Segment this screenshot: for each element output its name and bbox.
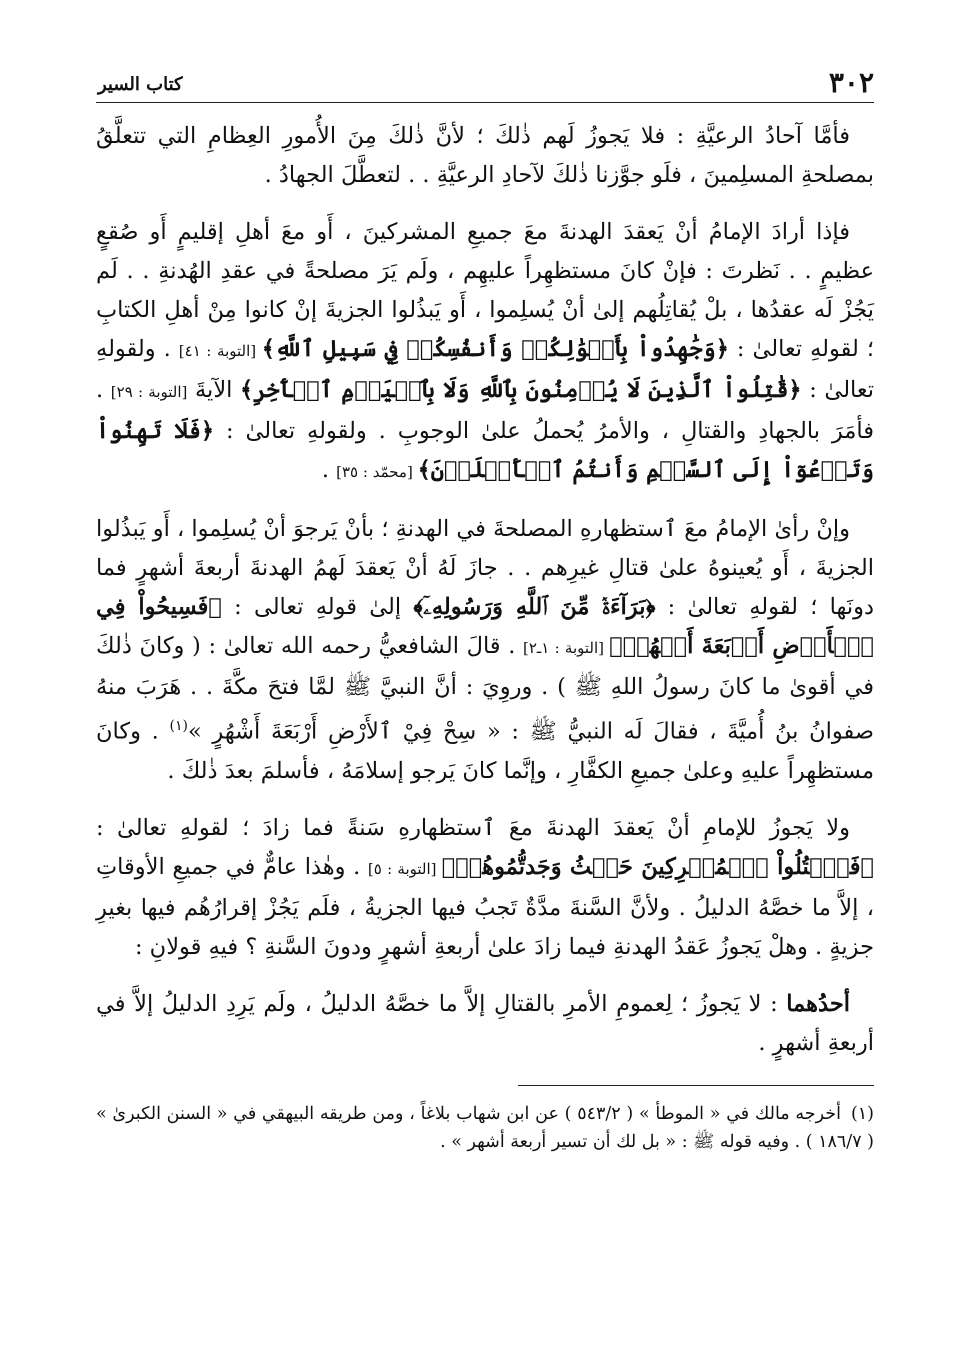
verse-reference: [التوبة : ٥] bbox=[367, 859, 442, 878]
paragraph-text: إلىٰ قولهِ تعالى : bbox=[221, 594, 414, 620]
paragraph-text: . فأمَرَ بالجهادِ والقتالِ ، والأمرُ يُحملُ علىٰ الوجوبِ . ولقولهِ تعالىٰ : bbox=[96, 377, 874, 444]
paragraph-text: فأمَّا آحادُ الرعيَّةِ : فلا يَجوزُ لَهم ذٰلكَ ؛ لأنَّ ذٰلكَ مِنَ الأُمورِ العِظامِ التي تتعلَّقُ بمصلحةِ المسلِمينَ ، فلَو جوَّزنا ذٰلكَ لآحادِ الرعيَّةِ . . لتعطَّلَ الجهادُ . bbox=[96, 123, 874, 188]
quran-verse: ﴿فَٱقۡتُلُواْ ٱلۡمُشۡرِكِينَ حَيۡثُ وَجَدتُّمُوهُمۡ﴾ bbox=[441, 853, 874, 880]
book-title: كتاب السير bbox=[98, 74, 183, 95]
verse-reference: [التوبة : ١ـ٢] bbox=[522, 639, 610, 657]
page-number: ٣٠٢ bbox=[828, 66, 874, 99]
paragraph bbox=[96, 809, 874, 967]
quran-verse: ﴿فَلَا تَهِنُواْ وَتَدۡعُوٓاْ إِلَى ٱلسَّلۡمِ وَأَنتُمُ ٱلۡأَعۡلَوۡنَ﴾ bbox=[96, 418, 874, 483]
bold-term: أحدُهما bbox=[786, 990, 850, 1017]
paragraph-text: ولا يَجوزُ للإمامِ أنْ يَعقدَ الهدنةَ معَ ٱستظهارهِ سَنةً فما زادَ ؛ لقولهِ تعالىٰ : bbox=[96, 814, 850, 841]
paragraph bbox=[96, 510, 874, 791]
paragraph-text: . ولقولهِ تعالىٰ : bbox=[96, 336, 875, 403]
paragraph-text: . وكانَ مستظهِراً عليهِ وعلىٰ جميعِ الكفَّارِ ، وإنَّما كانَ يَرجو إسلامَهُ ، فأسلمَ بعدَ ذٰلكَ . bbox=[96, 718, 874, 784]
paragraph-text: وإنْ رأىٰ الإمامُ معَ ٱستظهارهِ المصلحةَ في الهدنةِ ؛ بأنْ يَرجوَ أنْ يُسلِموا ، أَو يَبذُلوا الجزيةَ ، أَو يُعينوهُ علىٰ قتالِ غيرِهم . . جازَ لَهُ أنْ يَعقدَ لَهمُ الهدنةَ أربعةَ أشهرٍ فما دونَها ؛ لقولهِ تعالىٰ : bbox=[96, 516, 874, 620]
quran-verse: ﴿فَسِيحُواْ فِي ٱلۡأَرۡضِ أَرۡبَعَةَ أَشۡهُرٖ﴾ bbox=[96, 594, 874, 659]
verse-reference: [محمّد : ٣٥] bbox=[336, 463, 418, 481]
verse-reference: [التوبة : ٢٩] bbox=[110, 383, 188, 401]
footnote-divider bbox=[518, 1085, 874, 1086]
footnote-mark: (١) bbox=[850, 1103, 874, 1124]
paragraph-text: . وهٰذا عامٌّ في جميعِ الأوقاتِ ، إلاَّ ما خصَّهُ الدليلُ . ولأنَّ السَّنةَ مدَّةٌ تَجبُ فيها الجزيةُ ، فلَم يَجُزْ إقرارُهُم فيها بغيرِ جزيةٍ . وهلْ يَجوزُ عَقدُ الهدنةِ فيما زادَ علىٰ أربعةِ أشهرٍ ودونَ السَّنةِ ؟ فيهِ قولانِ : bbox=[96, 853, 874, 960]
page bbox=[96, 60, 874, 1156]
footnote-text: أخرجه مالك في « الموطأ » ( ٥٤٣/٢ ) عن ابن شهاب بلاغاً ، ومن طريقه البيهقي في « السنن الكبرىٰ » ( ١٨٦/٧ ) . وفيه قوله ﷺ : « بل لك أن تسير أربعة أشهر » . bbox=[96, 1103, 874, 1152]
paragraph bbox=[96, 985, 874, 1063]
footnote-reference: (١) bbox=[169, 718, 188, 734]
verse-reference: [التوبة : ٤١] bbox=[178, 342, 262, 360]
page-header bbox=[96, 60, 874, 103]
paragraph-text: . bbox=[321, 457, 337, 483]
footnote bbox=[96, 1100, 874, 1156]
paragraph-text: . قالَ الشافعيُّ رحمه الله تعالىٰ : ( وكانَ ذٰلكَ في أقوىٰ ما كانَ رسولُ اللهِ ﷺ ) . وروِيَ : أنَّ النبيَّ ﷺ لمَّا فتحَ مكَّةَ . . هَرَبَ منهُ صفوانُ بنُ أُميَّةَ ، فقالَ لَه النبيُّ ﷺ : « سِحْ فِيْ ٱلأَرْضِ أَرْبَعَةَ أَشْهُرٍ » bbox=[96, 633, 875, 745]
paragraph-text: : لا يَجوزُ ؛ لِعمومِ الأمرِ بالقتالِ إلاَّ ما خصَّهُ الدليلُ ، ولَم يَرِدِ الدليلُ إلاَّ في أربعةِ أشهرٍ . bbox=[96, 990, 874, 1056]
quran-verse: ﴿وَجَٰهِدُواْ بِأَمۡوَٰلِكُمۡ وَأَنفُسِكُمۡ فِي سَبِيلِ ٱللَّهِ﴾ bbox=[261, 336, 729, 362]
paragraph bbox=[96, 117, 874, 195]
quran-verse: ﴿قَٰتِلُواْ ٱلَّذِينَ لَا يُؤۡمِنُونَ بِٱللَّهِ وَلَا بِٱلۡيَوۡمِ ٱلۡأٓخِرِ﴾ bbox=[240, 377, 802, 403]
paragraph-text: الآيةَ bbox=[187, 377, 241, 403]
paragraph bbox=[96, 213, 874, 492]
paragraph-text: فإذا أرادَ الإمامُ أنْ يَعقدَ الهدنةَ معَ جميعِ المشركينَ ، أَو معَ أهلِ إقليمٍ أَو صُقعٍ عظيمٍ . . نَظرتَ : فإنْ كانَ مستظهِراً عليهِم ، ولَم يَرَ مصلحةً في عقدِ الهُدنةِ . . لَم يَجُزْ لَه عقدُها ، بلْ يُقاتِلُهم إلىٰ أنْ يُسلِموا ، أَو يَبذُلوا الجزيةَ إنْ كانوا مِنْ أهلِ الكتابِ ؛ لقولهِ تعالىٰ : bbox=[96, 219, 874, 362]
body-text bbox=[96, 117, 874, 1063]
quran-verse: ﴿بَرَآءَةٞ مِّنَ ٱللَّهِ وَرَسُولِهِۦٓ﴾ bbox=[413, 594, 656, 620]
